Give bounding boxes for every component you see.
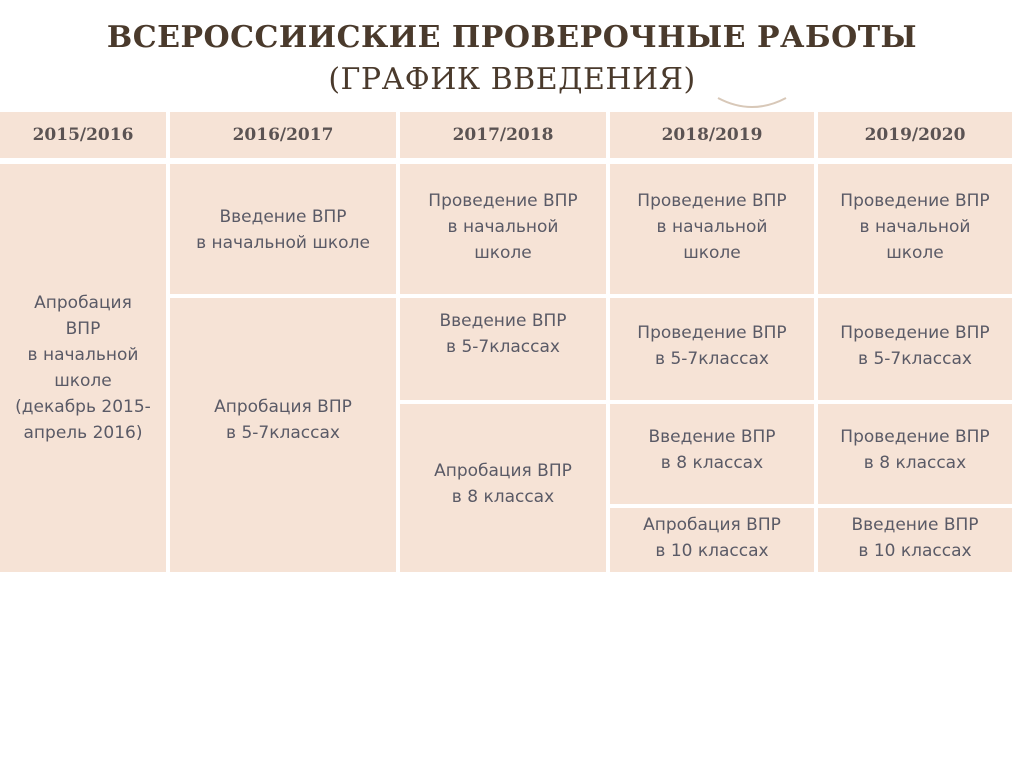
cell-2016-2017-primary-intro: Введение ВПР в начальной школе: [170, 164, 396, 294]
cell-2018-2019-grade-10-pilot: Апробация ВПР в 10 классах: [610, 508, 814, 572]
cell-2019-2020-grade-10-intro: Введение ВПР в 10 классах: [818, 508, 1012, 572]
header-2017-2018: 2017/2018: [400, 112, 606, 158]
cell-2016-2017-grades-5-7-pilot: Апробация ВПР в 5-7классах: [170, 298, 396, 572]
cell-2018-2019-grade-8-intro: Введение ВПР в 8 классах: [610, 404, 814, 504]
cell-2015-2016-primary-pilot: Апробация ВПР в начальной школе (декабрь 2015- апрель 2016): [0, 164, 166, 572]
decorative-swirl-icon: [716, 94, 788, 112]
slide-title: [0, 0, 1024, 110]
title-subtitle: (ГРАФИК ВВЕДЕНИЯ): [328, 62, 696, 97]
header-2019-2020: 2019/2020: [818, 112, 1012, 158]
cell-2017-2018-grade-8-pilot: Апробация ВПР в 8 классах: [400, 404, 606, 572]
cell-2017-2018-grades-5-7-intro: Введение ВПР в 5-7классах: [400, 298, 606, 400]
title-main: ВСЕРОССИИСКИЕ ПРОВЕРОЧНЫЕ РАБОТЫ: [106, 20, 918, 55]
cell-2019-2020-grade-8-conduct: Проведение ВПР в 8 классах: [818, 404, 1012, 504]
cell-2018-2019-primary-conduct: Проведение ВПР в начальной школе: [610, 164, 814, 294]
cell-2019-2020-primary-conduct: Проведение ВПР в начальной школе: [818, 164, 1012, 294]
header-2015-2016: 2015/2016: [0, 112, 166, 158]
cell-2019-2020-grades-5-7-conduct: Проведение ВПР в 5-7классах: [818, 298, 1012, 400]
schedule-table: [0, 112, 1012, 572]
header-2016-2017: 2016/2017: [170, 112, 396, 158]
cell-2018-2019-grades-5-7-conduct: Проведение ВПР в 5-7классах: [610, 298, 814, 400]
cell-2017-2018-primary-conduct: Проведение ВПР в начальной школе: [400, 164, 606, 294]
header-2018-2019: 2018/2019: [610, 112, 814, 158]
